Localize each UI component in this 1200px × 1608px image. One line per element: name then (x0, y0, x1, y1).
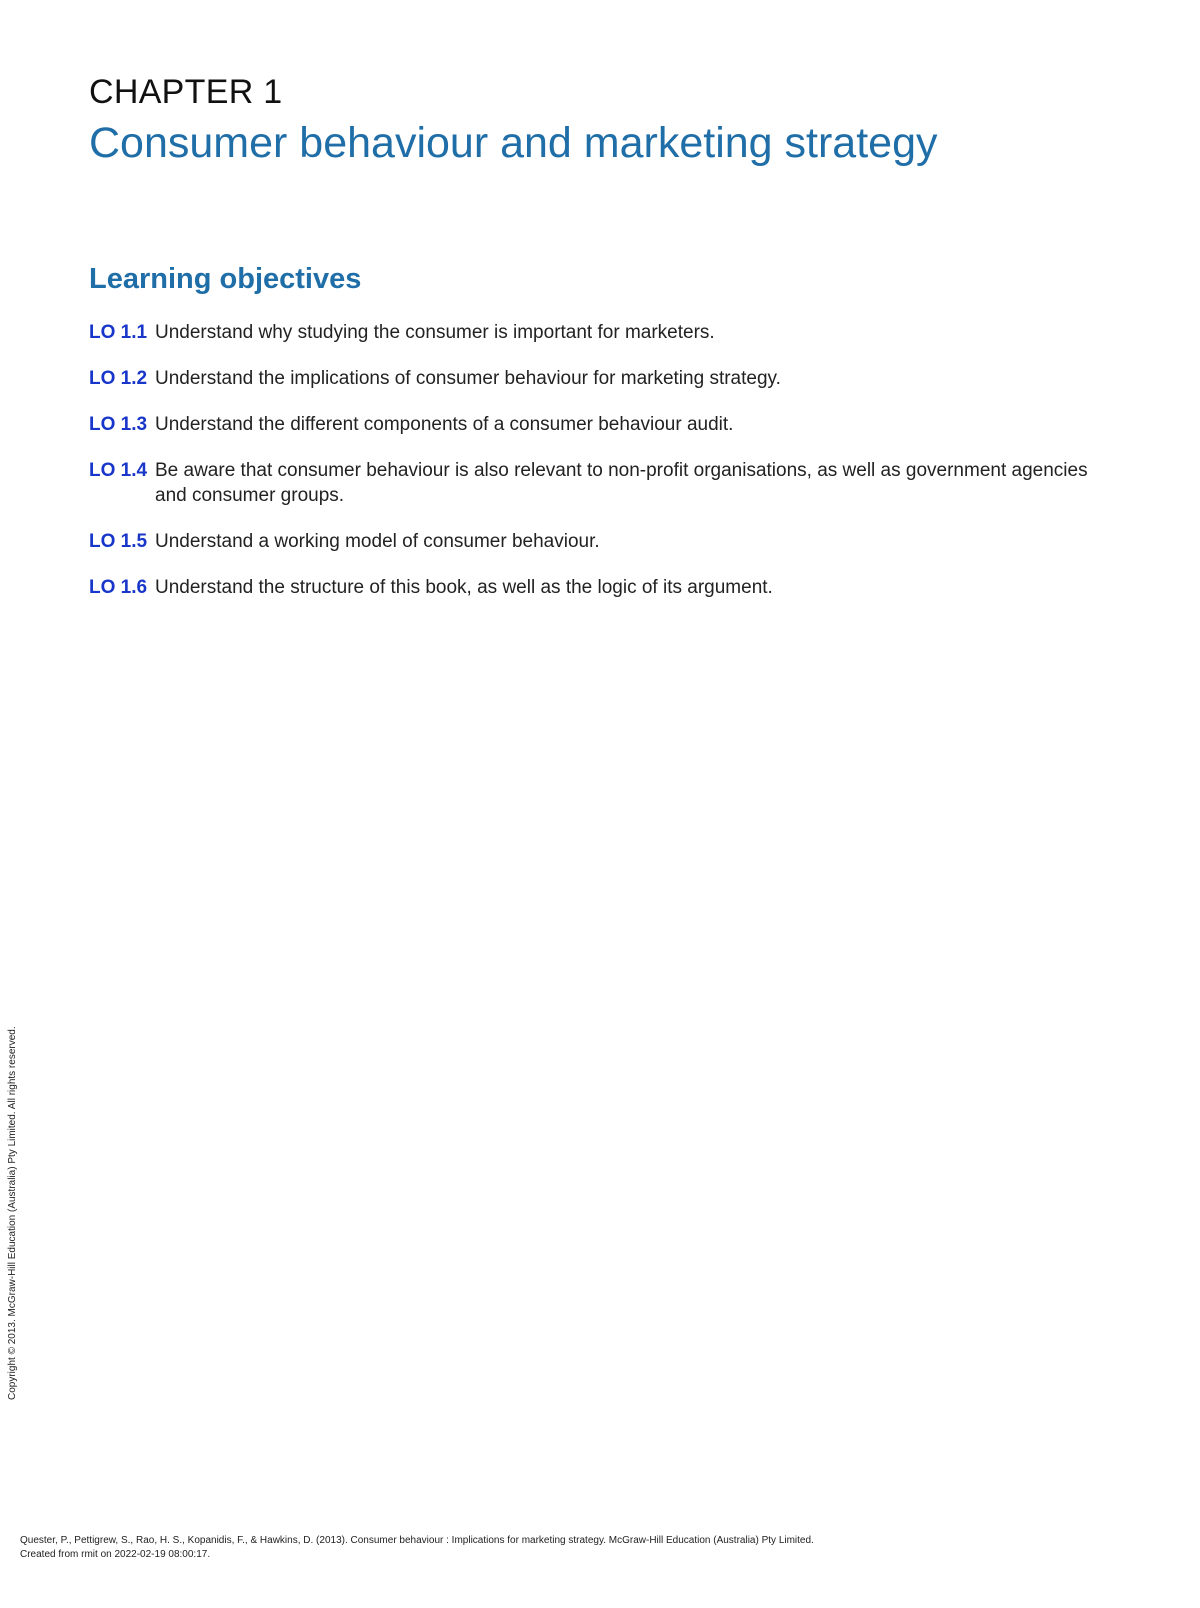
learning-objective-item (89, 529, 1109, 554)
learning-objective-text: Understand the different components of a consumer behaviour audit. (155, 414, 734, 435)
learning-objective-code: LO 1.6 (89, 577, 148, 598)
side-copyright-notice: Copyright © 2013. McGraw-Hill Education (Australia) Pty Limited. All rights reserved. (7, 1026, 18, 1400)
learning-objective-text: Understand the structure of this book, as well as the logic of its argument. (155, 577, 773, 598)
learning-objectives-heading: Learning objectives (89, 263, 362, 295)
learning-objectives-list (89, 320, 1109, 621)
learning-objective-text: Understand a working model of consumer behaviour. (155, 531, 600, 552)
chapter-label: CHAPTER 1 (89, 73, 283, 111)
learning-objective-item (89, 320, 1109, 345)
learning-objective-code: LO 1.4 (89, 460, 148, 481)
learning-objective-code: LO 1.3 (89, 414, 148, 435)
learning-objective-code: LO 1.1 (89, 322, 148, 343)
learning-objective-text: Understand the implications of consumer behaviour for marketing strategy. (155, 368, 781, 389)
learning-objective-code: LO 1.5 (89, 531, 148, 552)
footer-citation-block (20, 1534, 814, 1562)
footer-created-note: Created from rmit on 2022-02-19 08:00:17. (20, 1549, 211, 1560)
learning-objective-item (89, 412, 1109, 437)
learning-objective-text: Be aware that consumer behaviour is also relevant to non-profit organisations, as well as government agencies and consumer groups. (155, 460, 1088, 506)
chapter-title: Consumer behaviour and marketing strategy (89, 119, 938, 167)
learning-objective-text: Understand why studying the consumer is important for marketers. (155, 322, 715, 343)
learning-objective-item (89, 575, 1109, 600)
learning-objective-code: LO 1.2 (89, 368, 148, 389)
learning-objective-item (89, 366, 1109, 391)
footer-citation: Quester, P., Pettigrew, S., Rao, H. S., Kopanidis, F., & Hawkins, D. (2013). Consumer behaviour : Implications for marketing strategy. McGraw-Hill Education (Australia) Pty Limited. (20, 1535, 814, 1546)
learning-objective-item (89, 458, 1109, 508)
